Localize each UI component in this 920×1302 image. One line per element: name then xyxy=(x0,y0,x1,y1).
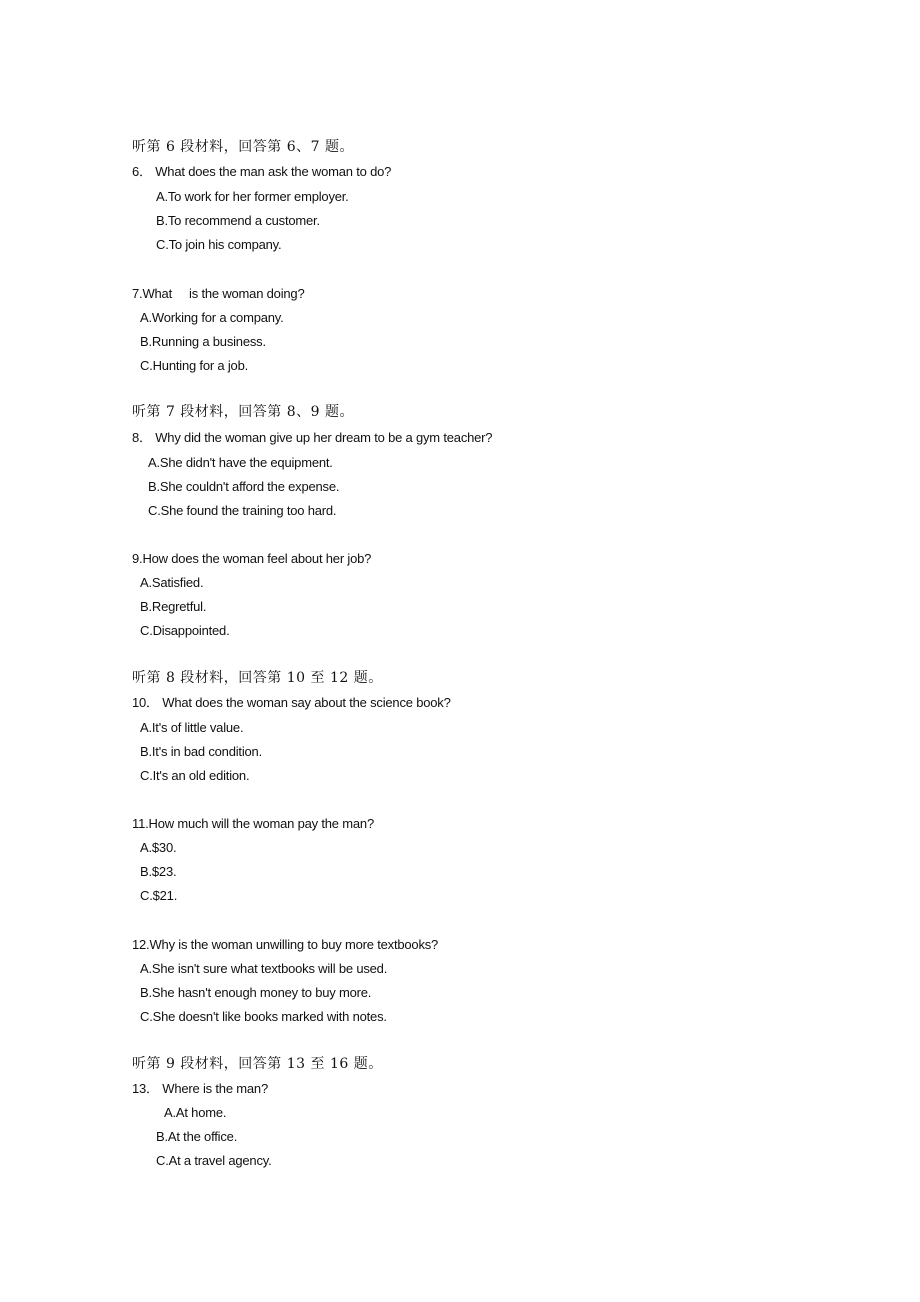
answer-option: A.At home. xyxy=(164,1105,227,1120)
answer-option: C.To join his company. xyxy=(156,237,282,252)
answer-option: B.$23. xyxy=(140,864,177,879)
question-stem: 7.What is the woman doing? xyxy=(132,286,305,301)
answer-option: B.It's in bad condition. xyxy=(140,744,262,759)
answer-option: C.It's an old edition. xyxy=(140,768,250,783)
question-stem: 8． Why did the woman give up her dream to be a gym teacher? xyxy=(132,430,493,445)
question-stem: 11.How much will the woman pay the man? xyxy=(132,816,374,831)
answer-option: B.To recommend a customer. xyxy=(156,213,320,228)
question-stem: 6． What does the man ask the woman to do? xyxy=(132,164,392,179)
answer-option: C.She found the training too hard. xyxy=(148,503,337,518)
answer-option: A.Satisfied. xyxy=(140,575,204,590)
answer-option: C.At a travel agency. xyxy=(156,1153,272,1168)
answer-option: A.To work for her former employer. xyxy=(156,189,349,204)
question-stem: 13． Where is the man? xyxy=(132,1081,268,1096)
answer-option: B.She hasn't enough money to buy more. xyxy=(140,985,372,1000)
section-header: 听第 7 段材料，回答第 8、9 题。 xyxy=(132,404,355,420)
answer-option: C.Hunting for a job. xyxy=(140,358,249,373)
section-header: 听第 9 段材料，回答第 13 至 16 题。 xyxy=(132,1056,383,1072)
answer-option: A.$30. xyxy=(140,840,177,855)
question-stem: 9.How does the woman feel about her job? xyxy=(132,551,372,566)
question-stem: 12.Why is the woman unwilling to buy more textbooks? xyxy=(132,937,439,952)
answer-option: A.Working for a company. xyxy=(140,310,284,325)
question-stem: 10． What does the woman say about the science book? xyxy=(132,695,451,710)
answer-option: A.She didn't have the equipment. xyxy=(148,455,333,470)
answer-option: A.It's of little value. xyxy=(140,720,244,735)
answer-option: B.Regretful. xyxy=(140,599,207,614)
answer-option: B.Running a business. xyxy=(140,334,266,349)
section-header: 听第 6 段材料，回答第 6、7 题。 xyxy=(132,139,355,155)
answer-option: B.At the office. xyxy=(156,1129,238,1144)
answer-option: B.She couldn't afford the expense. xyxy=(148,479,340,494)
answer-option: A.She isn't sure what textbooks will be used. xyxy=(140,961,388,976)
answer-option: C.Disappointed. xyxy=(140,623,230,638)
section-header: 听第 8 段材料，回答第 10 至 12 题。 xyxy=(132,670,383,686)
answer-option: C.She doesn't like books marked with notes. xyxy=(140,1009,387,1024)
answer-option: C.$21. xyxy=(140,888,178,903)
